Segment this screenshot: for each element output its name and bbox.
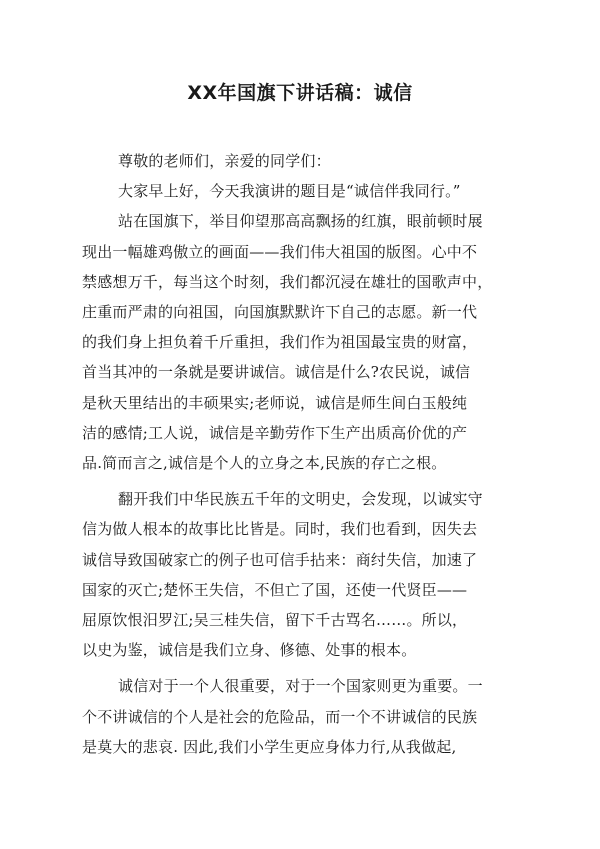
- text-line: 以史为鉴，诚信是我们立身、修德、处事的根本。: [82, 641, 417, 660]
- text-line: 庄重而严肃的向祖国，向国旗默默许下自己的志愿。新一代: [82, 303, 478, 322]
- document-title: XX年国旗下讲话稿：诚信: [187, 82, 413, 104]
- text-line: 屈原饮恨汨罗江;吴三桂失信，留下千古骂名……。所以，: [82, 611, 468, 630]
- salutation-paragraph: [82, 146, 518, 176]
- history-paragraph: [82, 484, 518, 665]
- text-line: 现出一幅雄鸡傲立的画面——我们伟大祖国的版图。心中不: [82, 242, 478, 261]
- text-line: 首当其冲的一条就是要讲诚信。诚信是什么?农民说，诚信: [82, 363, 471, 382]
- text-line: 是莫大的悲哀. 因此,我们小学生更应身体力行,从我做起,: [82, 737, 457, 756]
- text-line: 是秋天里结出的丰硕果实;老师说，诚信是师生间白玉般纯: [82, 393, 468, 412]
- text-line: 的我们身上担负着千斤重担，我们作为祖国最宝贵的财富，: [82, 333, 478, 352]
- flag-paragraph: [82, 206, 518, 478]
- importance-paragraph: [82, 671, 518, 762]
- text-line: 信为做人根本的故事比比皆是。同时，我们也看到，因失去: [82, 520, 478, 539]
- speech-body: [82, 146, 518, 762]
- text-line: 禁感想万千，每当这个时刻，我们都沉浸在雄壮的国歌声中，: [82, 272, 493, 291]
- text-line: 个不讲诚信的个人是社会的危险品，而一个不讲诚信的民族: [82, 707, 478, 726]
- greeting-paragraph: [82, 176, 518, 206]
- text-line: 洁的感情;工人说，诚信是辛勤劳作下生产出质高价优的产: [82, 423, 468, 442]
- text-line: 站在国旗下，举目仰望那高高飘扬的红旗，眼前顿时展: [118, 212, 483, 231]
- text-line: 诚信对于一个人很重要，对于一个国家则更为重要。一: [118, 677, 483, 696]
- text-line: 国家的灭亡;楚怀王失信，不但亡了国，还使一代贤臣——: [82, 580, 468, 599]
- text-line: 大家早上好，今天我演讲的题目是“诚信伴我同行。”: [118, 182, 461, 201]
- text-line: 诚信导致国破家亡的例子也可信手拈来：商纣失信，加速了: [82, 550, 478, 569]
- text-line: 品.简而言之,诚信是个人的立身之本,民族的存亡之根。: [82, 454, 447, 473]
- text-line: 尊敬的老师们，亲爱的同学们：: [118, 152, 331, 170]
- text-line: 翻开我们中华民族五千年的文明史，会发现，以诚实守: [118, 490, 483, 509]
